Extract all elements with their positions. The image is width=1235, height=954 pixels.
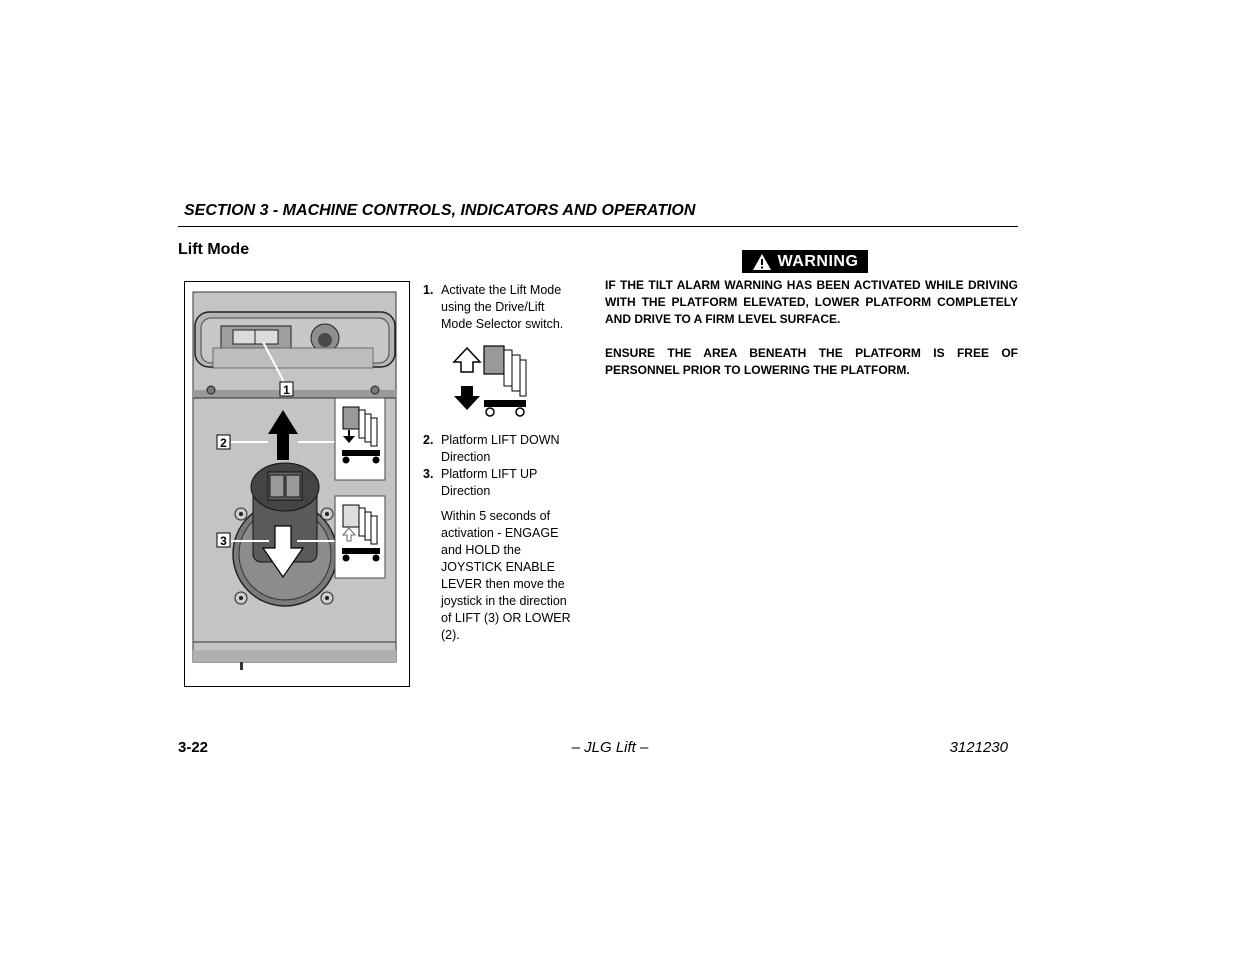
step-number: 3. — [423, 467, 434, 481]
step-text: Platform LIFT DOWN Direction — [441, 433, 560, 464]
warning-triangle-icon — [752, 253, 772, 271]
step-text: Activate the Lift Mode using the Drive/Lift Mode Selector switch. — [441, 283, 564, 331]
list-item — [423, 282, 583, 333]
list-item — [423, 466, 583, 500]
joystick-note: Within 5 seconds of activation - ENGAGE and HOLD the JOYSTICK ENABLE LEVER then move the joystick in the direction of LIFT (3) OR LOWER (2). — [441, 509, 571, 642]
section-title: Lift Mode — [178, 241, 250, 258]
step-text: Platform LIFT UP Direction — [441, 467, 538, 498]
step-number: 2. — [423, 433, 434, 447]
list-item — [423, 432, 583, 466]
callout-1: 1 — [283, 383, 290, 397]
document-number: 3121230 — [949, 739, 1008, 756]
control-panel-figure — [184, 281, 410, 687]
control-panel-illustration — [185, 282, 409, 686]
step-number: 1. — [423, 283, 434, 297]
warning-text-2: ENSURE THE AREA BENEATH THE PLATFORM IS FREE OF PERSONNEL PRIOR TO LOWERING THE PLATFORM. — [605, 346, 1018, 377]
step-list-1 — [423, 282, 583, 333]
footer-title: – JLG Lift – — [571, 739, 649, 756]
page-number: 3-22 — [178, 739, 209, 756]
lift-mode-icon — [450, 344, 530, 425]
step-list-2 — [423, 432, 583, 500]
warning-label: WARNING — [777, 252, 859, 270]
warning-badge — [742, 250, 868, 273]
callout-3: 3 — [220, 534, 227, 548]
callout-2: 2 — [220, 436, 227, 450]
header-rule — [178, 226, 1018, 227]
section-header: SECTION 3 - MACHINE CONTROLS, INDICATORS AND OPERATION — [184, 202, 696, 219]
warning-text-1: IF THE TILT ALARM WARNING HAS BEEN ACTIVATED WHILE DRIVING WITH THE PLATFORM ELEVATED, LOWER PLATFORM COMPLETELY AND DRIVE TO A FIRM LEVEL SURFACE. — [605, 278, 1018, 326]
